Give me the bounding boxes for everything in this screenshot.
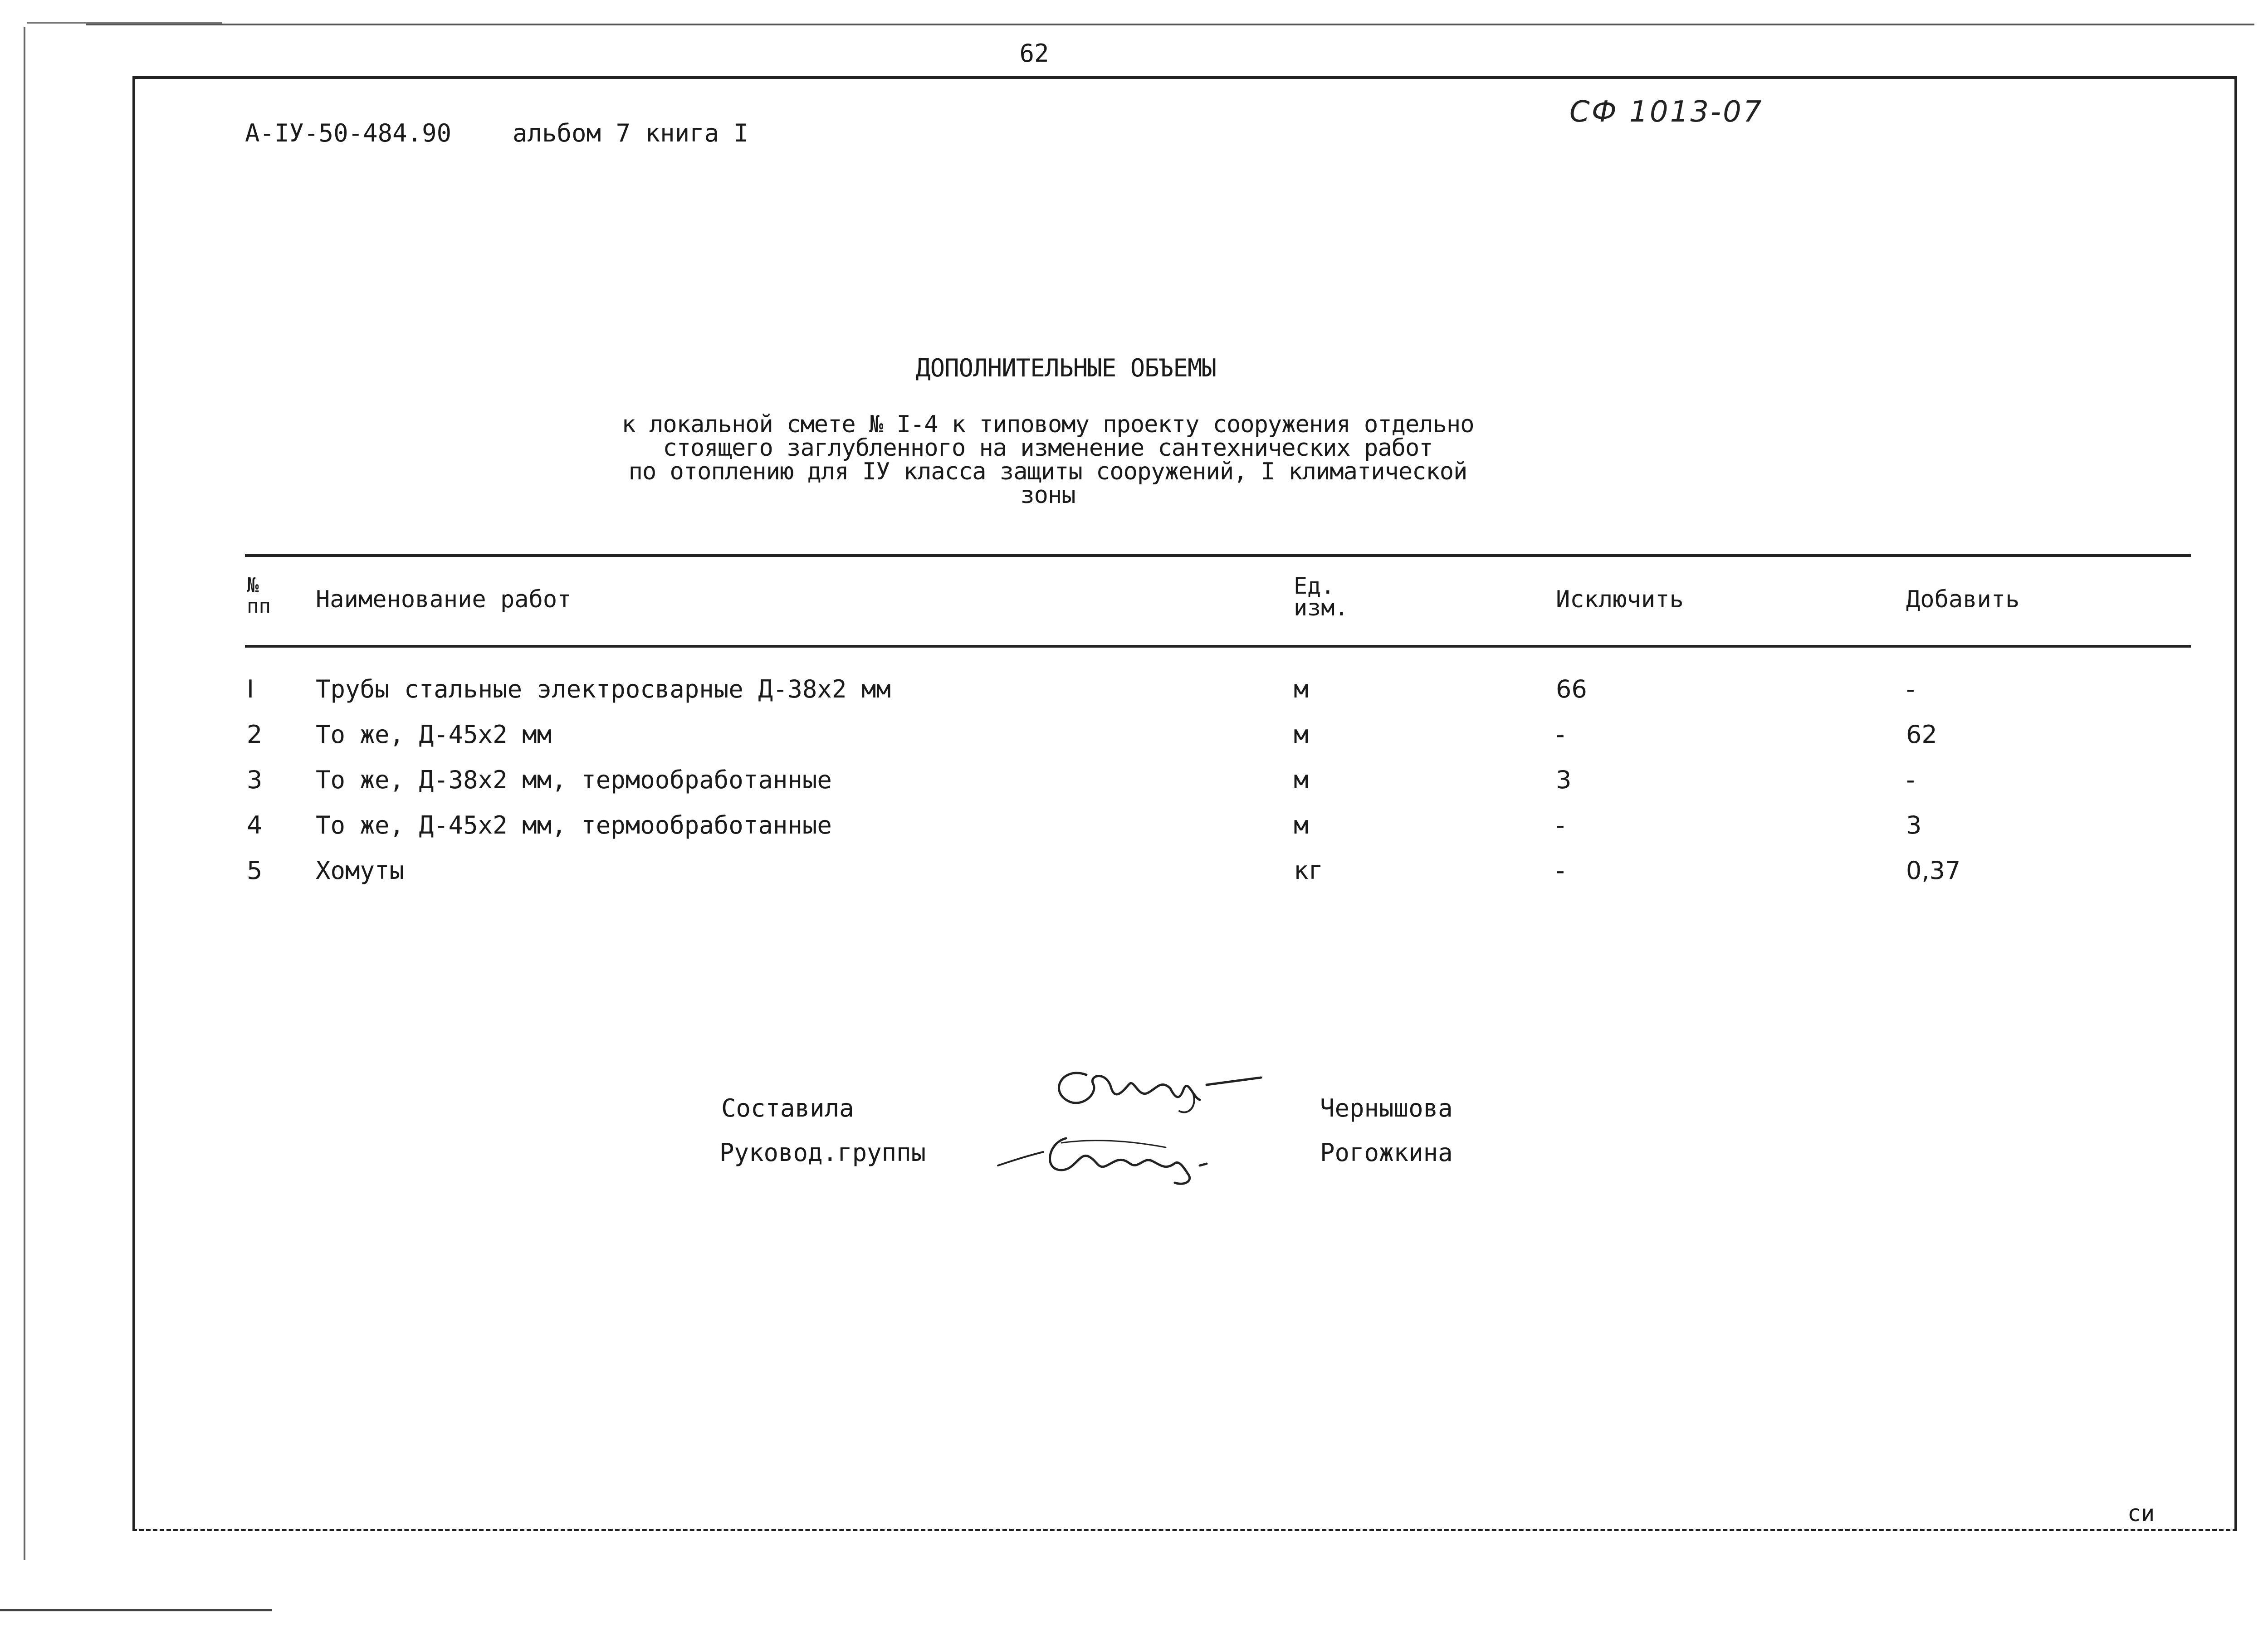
row-exclude: -	[1556, 811, 1565, 839]
row-number: I	[247, 675, 254, 703]
handwritten-stamp-code: СФ 1013-07	[1569, 95, 1764, 129]
document-title: ДОПОЛНИТЕЛЬНЫЕ ОБЪЕМЫ	[916, 354, 1216, 382]
row-number: 4	[247, 811, 263, 839]
table-row	[0, 721, 2268, 766]
group-lead-signature	[993, 1125, 1229, 1193]
header-unit-line2: изм.	[1294, 595, 1349, 621]
row-exclude: 66	[1556, 675, 1587, 703]
table-top-rule	[245, 554, 2191, 557]
row-work-name: Трубы стальные электросварные Д-38х2 мм	[316, 675, 891, 703]
document-code: А-IУ-50-484.90	[245, 119, 452, 147]
row-unit: кг	[1294, 856, 1324, 885]
row-number: 3	[247, 766, 263, 794]
row-add: -	[1906, 766, 1915, 794]
header-unit	[1294, 575, 1348, 619]
row-exclude: 3	[1556, 766, 1572, 794]
subtitle-line: стоящего заглубленного на изменение сантехнических работ	[663, 434, 1433, 462]
compiled-by-name: Чернышова	[1320, 1094, 1453, 1122]
document-subtitle	[581, 413, 1515, 507]
row-unit: м	[1294, 811, 1309, 839]
row-unit: м	[1294, 675, 1309, 703]
table-row	[0, 766, 2268, 812]
row-add: 3	[1906, 811, 1922, 839]
row-work-name: Хомуты	[316, 856, 405, 885]
row-unit: м	[1294, 766, 1309, 794]
row-number: 2	[247, 720, 263, 749]
row-exclude: -	[1556, 856, 1565, 885]
scan-edge-line	[86, 24, 2254, 25]
header-work-name: Наименование работ	[316, 586, 572, 613]
compiled-by-label: Составила	[721, 1094, 854, 1122]
subtitle-line: по отоплению для IУ класса защиты сооружений, I климатической	[628, 458, 1467, 485]
header-number-abbr: пп	[247, 595, 271, 618]
row-number: 5	[247, 856, 263, 885]
subtitle-line: зоны	[1020, 482, 1075, 509]
group-lead-name: Рогожкина	[1320, 1138, 1453, 1167]
header-number	[247, 575, 271, 617]
corner-mark: си	[2127, 1500, 2155, 1527]
table-row	[0, 676, 2268, 721]
page-number: 62	[1019, 39, 1049, 68]
row-work-name: То же, Д-45х2 мм	[316, 720, 552, 749]
scan-edge-line	[0, 1609, 272, 1611]
row-unit: м	[1294, 720, 1309, 749]
compiled-by-signature	[1043, 1057, 1279, 1125]
album-reference: альбом 7 книга I	[513, 119, 749, 147]
header-number-symbol: №	[247, 574, 259, 597]
table-row	[0, 857, 2268, 902]
subtitle-line: к локальной смете № I-4 к типовому проекту сооружения отдельно	[621, 411, 1474, 438]
header-exclude: Исключить	[1556, 586, 1684, 613]
table-header-rule	[245, 645, 2191, 648]
header-unit-line1: Ед.	[1294, 573, 1335, 599]
table-row	[0, 812, 2268, 857]
group-lead-label: Руковод.группы	[719, 1138, 926, 1167]
row-work-name: То же, Д-45х2 мм, термообработанные	[316, 811, 832, 839]
row-work-name: То же, Д-38х2 мм, термообработанные	[316, 766, 832, 794]
row-add: -	[1906, 675, 1915, 703]
row-exclude: -	[1556, 720, 1565, 749]
row-add: 0,37	[1906, 856, 1961, 885]
header-add: Добавить	[1906, 586, 2020, 613]
row-add: 62	[1906, 720, 1937, 749]
